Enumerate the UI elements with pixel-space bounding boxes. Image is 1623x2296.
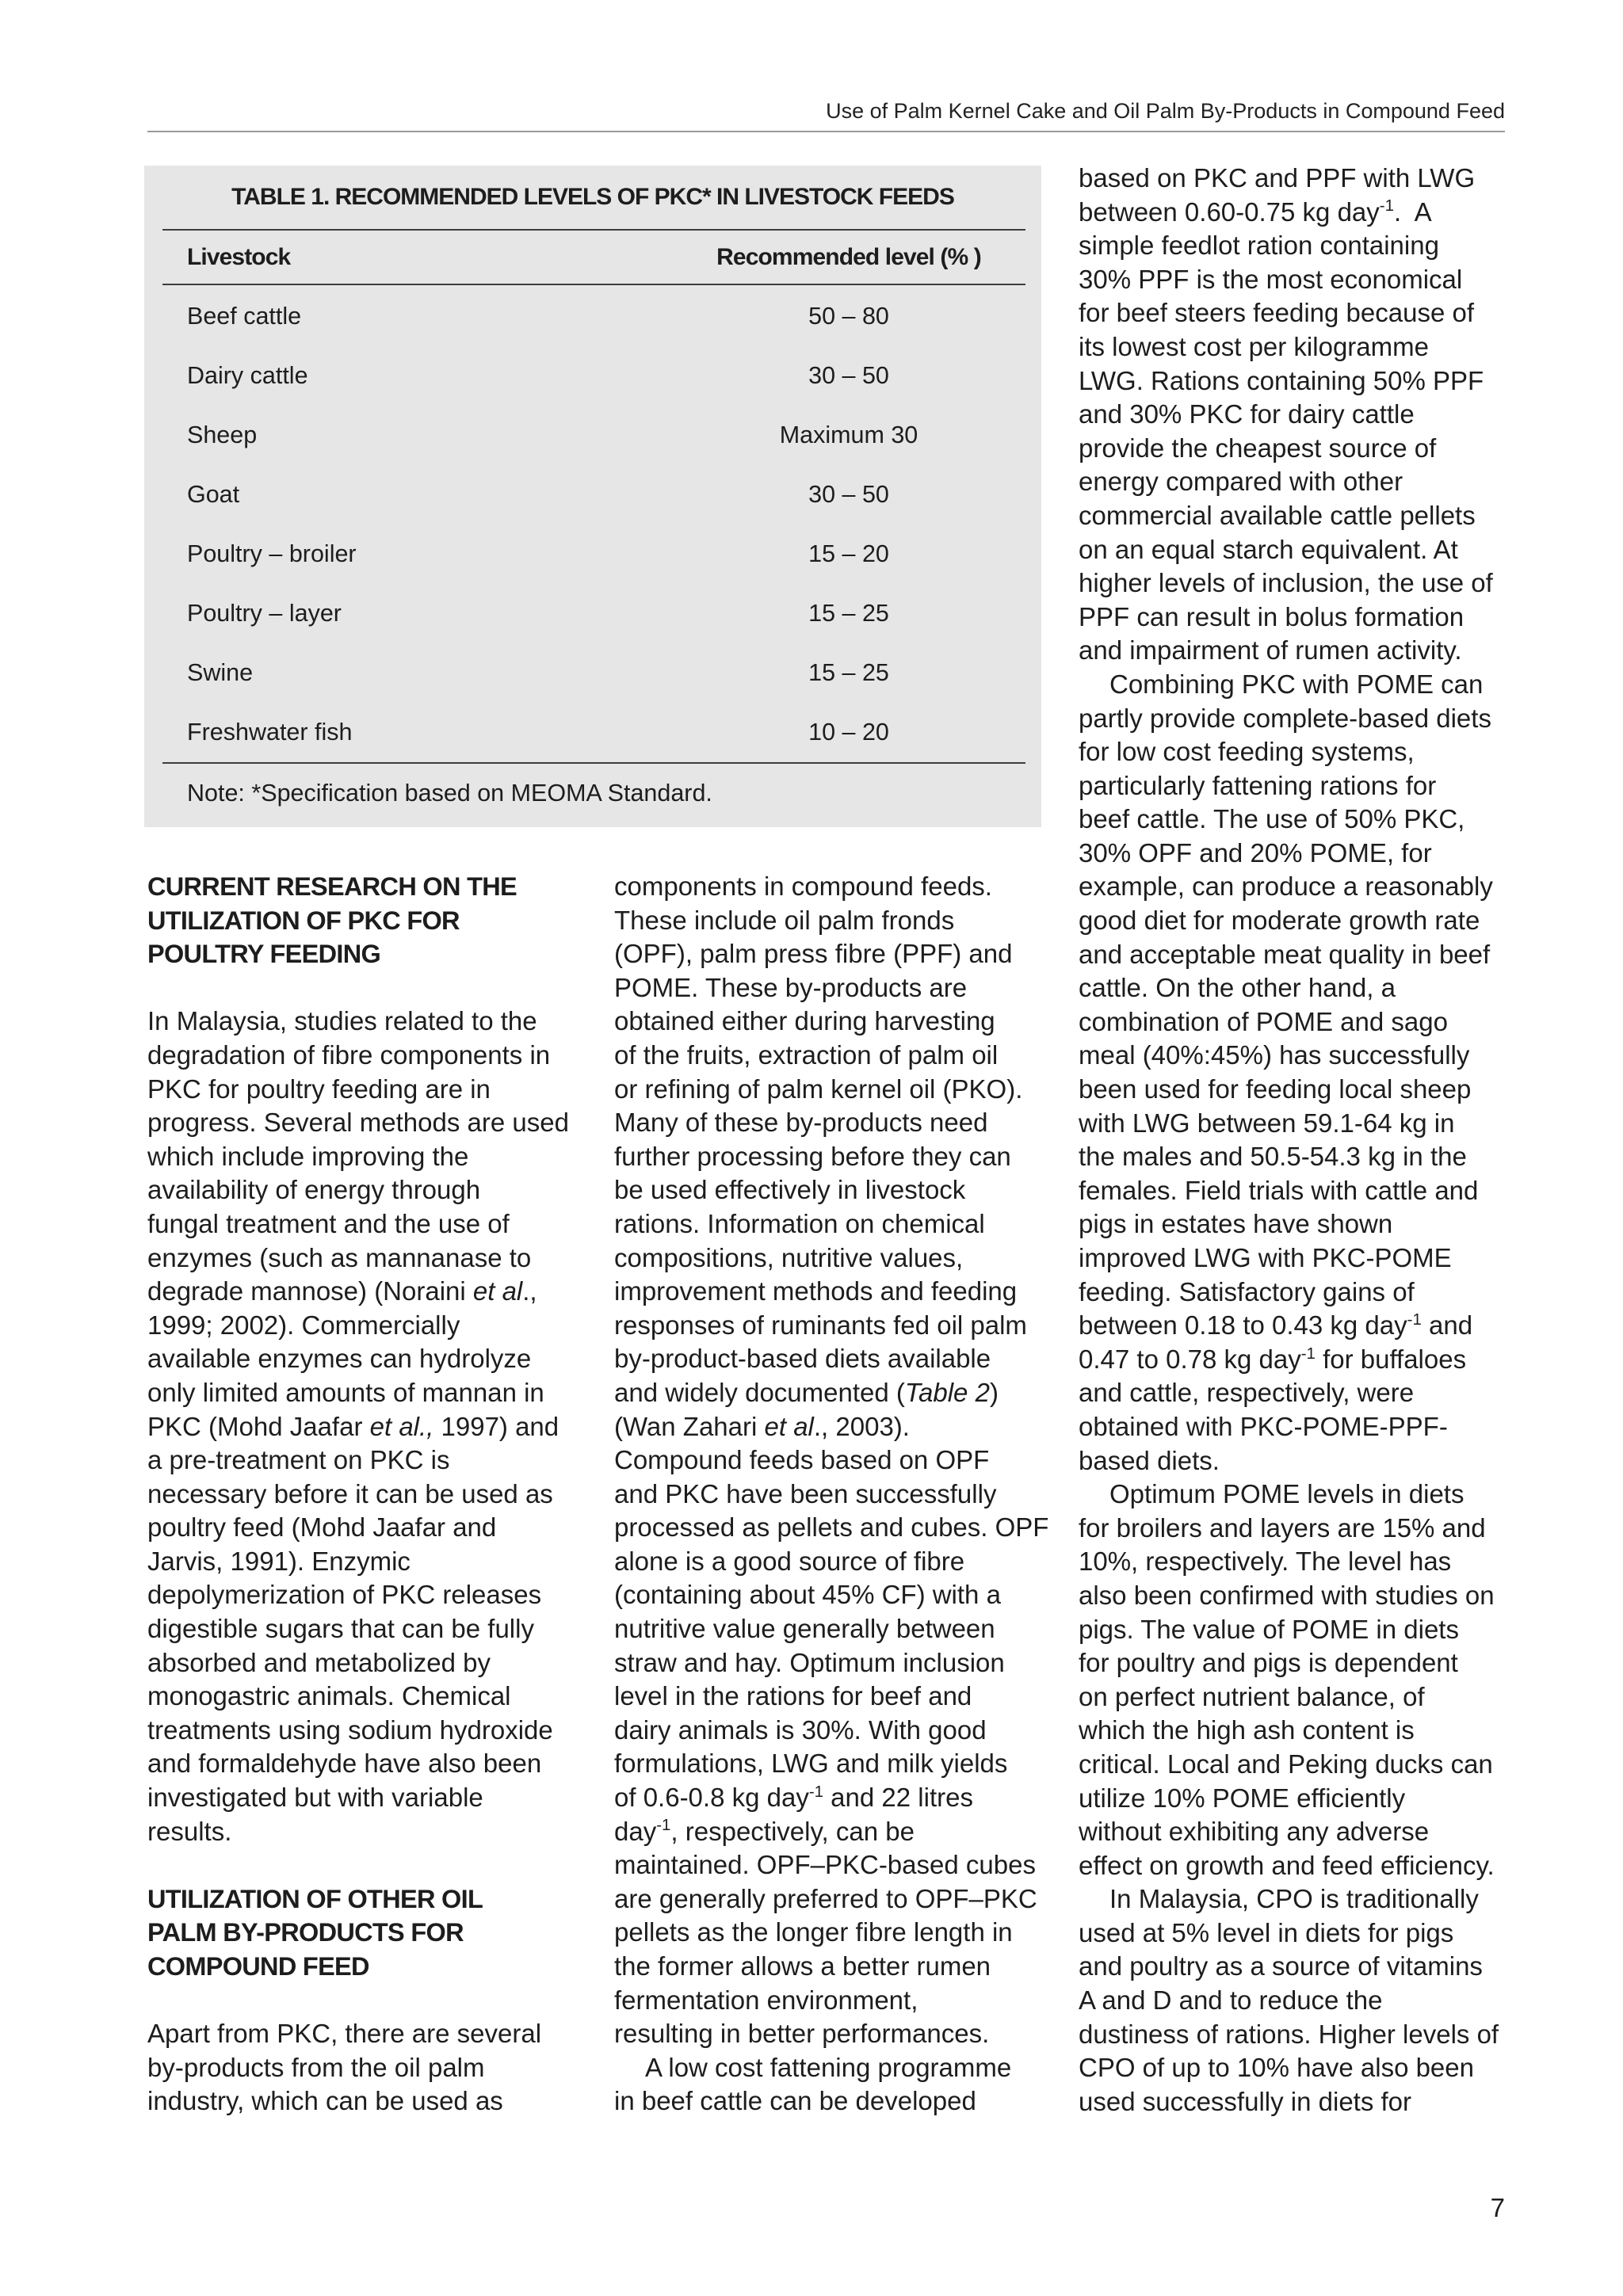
text-line: 30% OPF and 20% POME, for [1079, 837, 1432, 868]
text-line: poultry feed (Mohd Jaafar and [147, 1512, 497, 1543]
text-line: for low cost feeding systems, [1079, 737, 1415, 767]
text-line: responses of ruminants fed oil palm [614, 1310, 1027, 1340]
text-line: beef cattle. The use of 50% PKC, [1079, 804, 1465, 834]
text-line: A low cost fattening programme [645, 2052, 1012, 2082]
paragraph [1079, 1478, 1538, 1882]
text-line: on perfect nutrient balance, of [1079, 1681, 1425, 1711]
text-run: and widely documented ( [614, 1377, 905, 1407]
text-line: resulting in better performances. [614, 2019, 990, 2049]
text-line: enzymes (such as mannanase to [147, 1242, 532, 1272]
text-line: and formaldehyde have also been [147, 1749, 542, 1779]
text-line: Apart from PKC, there are several [147, 2019, 542, 2049]
text-line: absorbed and metabolized by [147, 1647, 491, 1677]
table-cell-livestock: Beef cattle [187, 303, 302, 330]
text-run: 1997) and [433, 1411, 559, 1441]
text-line [614, 1410, 1066, 1444]
paragraph [147, 1005, 591, 1848]
text-line [614, 1781, 1066, 1815]
text-line: These include oil palm fronds [614, 905, 955, 935]
text-line: In Malaysia, studies related to the [147, 1006, 537, 1036]
text-line: also been confirmed with studies on [1079, 1580, 1495, 1610]
text-run: degrade mannose) (Noraini [147, 1276, 473, 1306]
table-header-level: Recommended level (% ) [716, 244, 981, 270]
text-line: improvement methods and feeding [614, 1276, 1018, 1306]
text-line: In Malaysia, CPO is traditionally [1109, 1884, 1479, 1914]
text-line: which the high ash content is [1079, 1715, 1415, 1745]
text-line: on an equal starch equivalent. At [1079, 534, 1458, 564]
table-row [162, 406, 1025, 465]
text-line: and impairment of rumen activity. [1079, 635, 1462, 666]
section-heading [147, 870, 591, 971]
text-line: its lowest cost per kilogramme [1079, 331, 1429, 361]
text-line: level in the rations for beef and [614, 1681, 972, 1711]
table-row [162, 287, 1025, 346]
paragraph [147, 2017, 591, 2119]
text-line: meal (40%:45%) has successfully [1079, 1040, 1470, 1070]
text-line: 10%, respectively. The level has [1079, 1547, 1452, 1577]
table-cell-livestock: Dairy cattle [187, 362, 308, 389]
text-line: rations. Information on chemical [614, 1208, 985, 1238]
table-body [162, 285, 1025, 764]
text-line: industry, which can be used as [147, 2086, 503, 2116]
paragraph [614, 870, 1066, 2051]
text-line: females. Field trials with cattle and [1079, 1175, 1479, 1205]
text-line: higher levels of inclusion, the use of [1079, 568, 1493, 598]
text-line: in beef cattle can be developed [614, 2086, 976, 2116]
table-cell-level: 30 – 50 [808, 362, 889, 389]
text-line: combination of POME and sago [1079, 1006, 1448, 1036]
text-line: investigated but with variable [147, 1783, 483, 1813]
text-line: obtained either during harvesting [614, 1006, 995, 1036]
text-line: Combining PKC with POME can [1109, 669, 1484, 699]
text-line: UTILIZATION OF PKC FOR [147, 906, 460, 935]
table-cell-level: 30 – 50 [808, 481, 889, 508]
text-line: the former allows a better rumen [614, 1951, 991, 1981]
text-line: PKC for poultry feeding are in [147, 1074, 491, 1104]
text-line: fungal treatment and the use of [147, 1208, 510, 1238]
text-line: provide the cheapest source of [1079, 433, 1437, 463]
text-line: by-products from the oil palm [147, 2052, 485, 2082]
table-row [162, 346, 1025, 406]
text-line: depolymerization of PKC releases [147, 1580, 542, 1610]
text-line: digestible sugars that can be fully [147, 1614, 534, 1644]
text-line: available enzymes can hydrolyze [147, 1344, 532, 1374]
text-line: POME. These by-products are [614, 972, 968, 1002]
text-line: used successfully in diets for [1079, 2086, 1412, 2116]
text-line: (OPF), palm press fibre (PPF) and [614, 939, 1013, 969]
text-line: progress. Several methods are used [147, 1108, 569, 1138]
text-line: pigs in estates have shown [1079, 1209, 1393, 1239]
table-cell-livestock: Poultry – layer [187, 600, 342, 627]
table-row [162, 584, 1025, 643]
text-line [147, 1410, 591, 1444]
text-line: A and D and to reduce the [1079, 1985, 1383, 2016]
text-run: ., [522, 1276, 537, 1306]
text-line: cattle. On the other hand, a [1079, 973, 1396, 1003]
text-line: and 30% PKC for dairy cattle [1079, 399, 1415, 429]
paragraph [614, 2051, 1066, 2119]
text-line: nutritive value generally between [614, 1614, 995, 1644]
text-line: particularly fattening rations for [1079, 770, 1437, 800]
text-line: utilize 10% POME efficiently [1079, 1783, 1406, 1813]
text-line: a pre-treatment on PKC is [147, 1445, 450, 1475]
text-line: Many of these by-products need [614, 1108, 988, 1138]
text-line: treatments using sodium hydroxide [147, 1714, 553, 1745]
text-line [147, 1275, 591, 1309]
text-line: and poultry as a source of vitamins [1079, 1951, 1483, 1981]
italic-text: et al [472, 1276, 523, 1306]
text-line: are generally preferred to OPF–PKC [614, 1883, 1037, 1913]
text-line: the males and 50.5-54.3 kg in the [1079, 1142, 1467, 1172]
text-line: for broilers and layers are 15% and [1079, 1512, 1486, 1543]
text-line: PALM BY-PRODUCTS FOR [147, 1918, 464, 1947]
text-line: Compound feeds based on OPF [614, 1445, 990, 1475]
text-run: PKC (Mohd Jaafar [147, 1411, 370, 1441]
table-title: TABLE 1. RECOMMENDED LEVELS OF PKC* IN LIVESTOCK FEEDS [231, 184, 954, 210]
text-run: (Wan Zahari [614, 1411, 765, 1441]
text-run: between 0.60-0.75 kg day [1079, 196, 1380, 227]
text-line: based diets. [1079, 1445, 1220, 1475]
table-cell-livestock: Sheep [187, 421, 258, 448]
table-row [162, 524, 1025, 584]
text-line: partly provide complete-based diets [1079, 703, 1491, 733]
text-line: been used for feeding local sheep [1079, 1074, 1472, 1104]
text-run: , respectively, can be [670, 1816, 915, 1846]
text-line: used at 5% level in diets for pigs [1079, 1917, 1454, 1947]
text-line: obtained with PKC-POME-PPF- [1079, 1411, 1448, 1441]
text-line: COMPOUND FEED [147, 1952, 369, 1981]
table-grid [162, 229, 1025, 822]
italic-text: Table 2 [904, 1377, 990, 1407]
paragraph [1079, 668, 1538, 1478]
text-line: POULTRY FEEDING [147, 940, 381, 969]
text-line: for poultry and pigs is dependent [1079, 1648, 1458, 1678]
text-run: day [614, 1816, 657, 1846]
text-run: and [1421, 1310, 1473, 1341]
text-run: and 22 litres [823, 1783, 973, 1813]
table-cell-level: 15 – 25 [808, 600, 889, 627]
text-line: alone is a good source of fibre [614, 1546, 965, 1576]
superscript: -1 [656, 1816, 671, 1835]
table-cell-livestock: Goat [187, 481, 240, 508]
text-line: dairy animals is 30%. With good [614, 1714, 987, 1745]
text-line: critical. Local and Peking ducks can [1079, 1749, 1493, 1779]
text-line: formulations, LWG and milk yields [614, 1749, 1008, 1779]
table-cell-level: 50 – 80 [808, 303, 889, 330]
table-cell-level: 15 – 20 [808, 540, 889, 567]
text-line [1079, 1309, 1538, 1343]
text-line: feeding. Satisfactory gains of [1079, 1276, 1415, 1306]
text-run: ., 2003). [813, 1411, 910, 1441]
text-column-left [147, 870, 591, 2119]
text-line: with LWG between 59.1-64 kg in [1079, 1108, 1455, 1138]
text-line: Optimum POME levels in diets [1109, 1479, 1465, 1509]
text-line: monogastric animals. Chemical [147, 1681, 511, 1711]
text-line: good diet for moderate growth rate [1079, 906, 1480, 936]
text-line: energy compared with other [1079, 467, 1403, 497]
table-row [162, 643, 1025, 703]
text-line: UTILIZATION OF OTHER OIL [147, 1884, 483, 1913]
page-number: 7 [1490, 2193, 1505, 2222]
text-line: Jarvis, 1991). Enzymic [147, 1546, 411, 1576]
superscript: -1 [1300, 1344, 1316, 1363]
text-run: of 0.6-0.8 kg day [614, 1783, 809, 1813]
text-line: components in compound feeds. [614, 871, 992, 901]
text-line: CPO of up to 10% have also been [1079, 2053, 1474, 2083]
text-line: pellets as the longer fibre length in [614, 1917, 1013, 1947]
text-line: example, can produce a reasonably [1079, 871, 1493, 902]
text-line: availability of energy through [147, 1175, 481, 1205]
text-line: improved LWG with PKC-POME [1079, 1243, 1452, 1272]
text-line: be used effectively in livestock [614, 1175, 966, 1205]
header-rule [147, 131, 1505, 132]
text-line: effect on growth and feed efficiency. [1079, 1850, 1495, 1880]
table-cell-livestock: Poultry – broiler [187, 540, 357, 567]
text-line: 30% PPF is the most economical [1079, 264, 1463, 294]
superscript: -1 [808, 1782, 824, 1801]
text-run: ) [989, 1377, 999, 1407]
table-row [162, 465, 1025, 524]
text-line: fermentation environment, [614, 1985, 918, 2015]
table-row [162, 703, 1025, 762]
text-line: processed as pellets and cubes. OPF [614, 1512, 1049, 1543]
text-line: and acceptable meat quality in beef [1079, 939, 1491, 969]
text-line: and PKC have been successfully [614, 1478, 997, 1508]
superscript: -1 [1407, 1310, 1422, 1329]
text-line: simple feedlot ration containing [1079, 231, 1439, 261]
text-line: commercial available cattle pellets [1079, 500, 1476, 530]
text-line: further processing before they can [614, 1141, 1011, 1171]
text-line [614, 1376, 1066, 1410]
text-line: compositions, nutritive values, [614, 1242, 964, 1272]
paragraph [1079, 1882, 1538, 2119]
italic-text: et al., [369, 1411, 434, 1441]
text-line [1079, 1343, 1538, 1377]
text-line: of the fruits, extraction of palm oil [614, 1039, 999, 1070]
text-line: only limited amounts of mannan in [147, 1377, 544, 1407]
text-line: or refining of palm kernel oil (PKO). [614, 1074, 1023, 1104]
text-line: pigs. The value of POME in diets [1079, 1614, 1459, 1644]
text-line: maintained. OPF–PKC-based cubes [614, 1850, 1036, 1880]
text-line: for beef steers feeding because of [1079, 298, 1474, 328]
text-line: straw and hay. Optimum inclusion [614, 1647, 1005, 1677]
text-line: which include improving the [147, 1141, 469, 1171]
table-note: Note: *Specification based on MEOMA Standard. [187, 780, 712, 807]
text-line [614, 1815, 1066, 1849]
table-header-row [162, 229, 1025, 285]
text-run: for buffaloes [1315, 1344, 1467, 1374]
text-line: necessary before it can be used as [147, 1478, 553, 1508]
text-line: PPF can result in bolus formation [1079, 601, 1465, 631]
text-line: without exhibiting any adverse [1079, 1817, 1430, 1847]
paragraph [1079, 162, 1538, 668]
text-run: 0.47 to 0.78 kg day [1079, 1344, 1301, 1374]
text-line: results. [147, 1816, 232, 1846]
superscript: -1 [1379, 196, 1394, 215]
text-run: . A [1393, 196, 1432, 227]
table-cell-livestock: Swine [187, 659, 254, 686]
text-line: LWG. Rations containing 50% PPF [1079, 365, 1484, 395]
section-heading [147, 1882, 591, 1984]
text-line [1079, 196, 1538, 230]
text-line: 1999; 2002). Commercially [147, 1310, 460, 1340]
text-run: between 0.18 to 0.43 kg day [1079, 1310, 1407, 1341]
text-line: based on PKC and PPF with LWG [1079, 163, 1476, 193]
recommended-levels-table [144, 166, 1041, 827]
table-header-livestock: Livestock [187, 244, 291, 270]
text-line: degradation of fibre components in [147, 1039, 551, 1070]
text-line: and cattle, respectively, were [1079, 1378, 1415, 1408]
italic-text: et al [764, 1411, 814, 1441]
table-cell-level: 10 – 20 [808, 719, 889, 746]
text-column-right [1079, 162, 1538, 2119]
table-cell-livestock: Freshwater fish [187, 719, 353, 746]
text-line: dustiness of rations. Higher levels of [1079, 2019, 1499, 2049]
text-line: by-product-based diets available [614, 1344, 991, 1374]
text-line: (containing about 45% CF) with a [614, 1580, 1001, 1610]
running-header: Use of Palm Kernel Cake and Oil Palm By-Products in Compound Feed [826, 99, 1505, 123]
table-cell-level: 15 – 25 [808, 659, 889, 686]
text-line: CURRENT RESEARCH ON THE [147, 872, 517, 901]
table-cell-level: Maximum 30 [779, 421, 918, 448]
text-column-middle [614, 870, 1066, 2119]
